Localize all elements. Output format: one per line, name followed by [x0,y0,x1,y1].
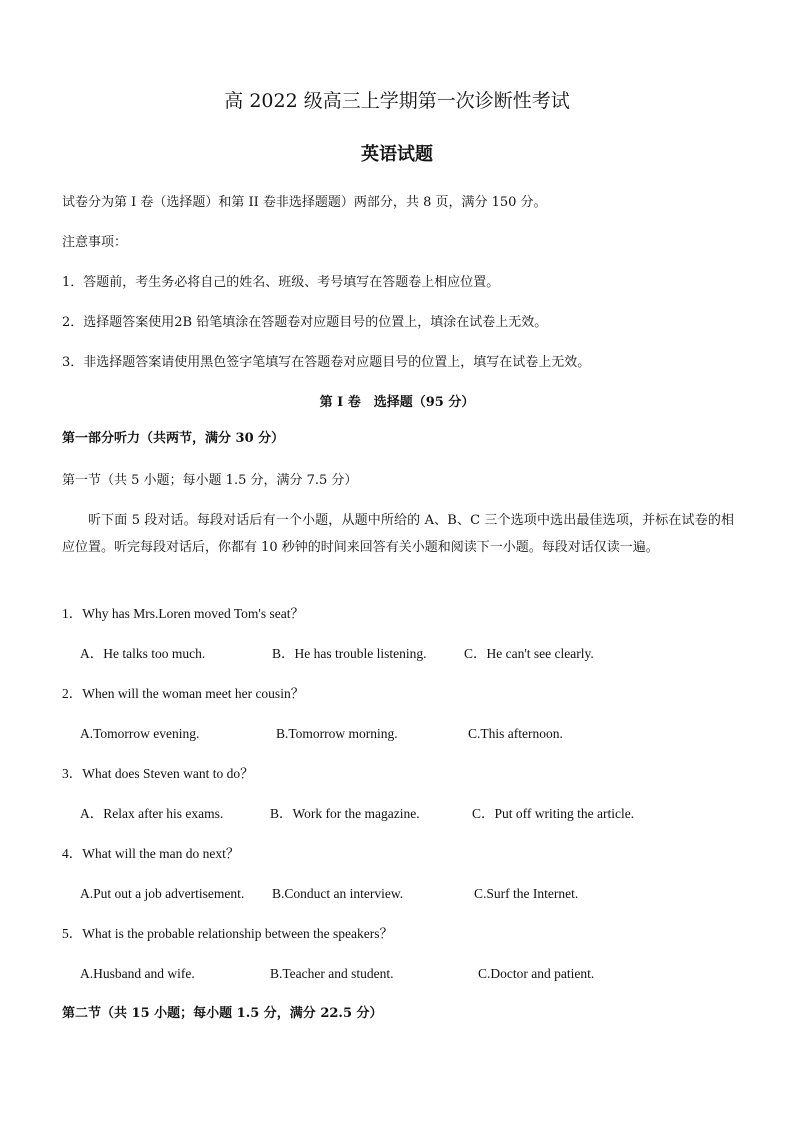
question-4-option-c: C.Surf the Internet. [474,886,579,901]
question-5-option-b: B.Teacher and student. [270,966,394,981]
notice-item-1: 1．答题前，考生务必将自己的姓名、班级、考号填写在答题卷上相应位置。 [62,275,500,290]
question-5-option-a: A.Husband and wife. [80,966,195,981]
notice-heading: 注意事项： [62,235,128,250]
notice-item-3: 3．非选择题答案请使用黑色签字笔填写在答题卷对应题目号的位置上，填写在试卷上无效。 [62,355,591,370]
exam-subtitle: 英语试题 [361,144,433,165]
question-1-option-a: A．He talks too much. [80,646,206,661]
volume-heading: 第 I 卷 选择题（95 分） [319,395,475,410]
question-2-option-b: B.Tomorrow morning. [276,726,398,741]
question-4-option-a: A.Put out a job advertisement. [80,886,245,901]
question-5-option-c: C.Doctor and patient. [478,966,595,981]
question-2-option-c: C.This afternoon. [468,726,563,741]
question-4-option-b: B.Conduct an interview. [272,886,404,901]
question-1: 1．Why has Mrs.Loren moved Tom's seat？ [62,606,304,621]
question-2-option-a: A.Tomorrow evening. [80,726,200,741]
section2-heading: 第二节（共 15 小题；每小题 1.5 分，满分 22.5 分） [62,1006,383,1021]
question-1-option-c: C．He can't see clearly. [464,646,594,661]
question-3-option-b: B．Work for the magazine. [270,806,420,821]
question-2: 2．When will the woman meet her cousin？ [62,686,305,701]
section1-heading: 第一节（共 5 小题；每小题 1.5 分，满分 7.5 分） [62,473,358,488]
question-4: 4．What will the man do next？ [62,846,240,861]
exam-title: 高 2022 级高三上学期第一次诊断性考试 [224,90,570,112]
question-3-option-a: A．Relax after his exams. [80,806,224,821]
exam-note: 试卷分为第 I 卷（选择题）和第 II 卷非选择题题）两部分，共 8 页，满分 150 分。 [62,195,547,210]
section1-instructions: 听下面 5 段对话。每段对话后有一个小题，从题中所给的 A、B、C 三个选项中选出最佳选项，并标在试卷的相应位置。听完每段对话后，你都有 10 秒钟的时间来回答有关小题和阅读下一小题。每段对话仅读一遍。 [62,513,734,555]
question-3: 3．What does Steven want to do？ [62,766,254,781]
question-5: 5．What is the probable relationship between the speakers？ [62,926,394,941]
question-3-option-c: C．Put off writing the article. [472,806,635,821]
question-1-option-b: B．He has trouble listening. [272,646,427,661]
notice-item-2: 2．选择题答案使用2B 铅笔填涂在答题卷对应题目号的位置上，填涂在试卷上无效。 [62,315,548,330]
part1-heading: 第一部分听力（共两节，满分 30 分） [62,431,285,446]
